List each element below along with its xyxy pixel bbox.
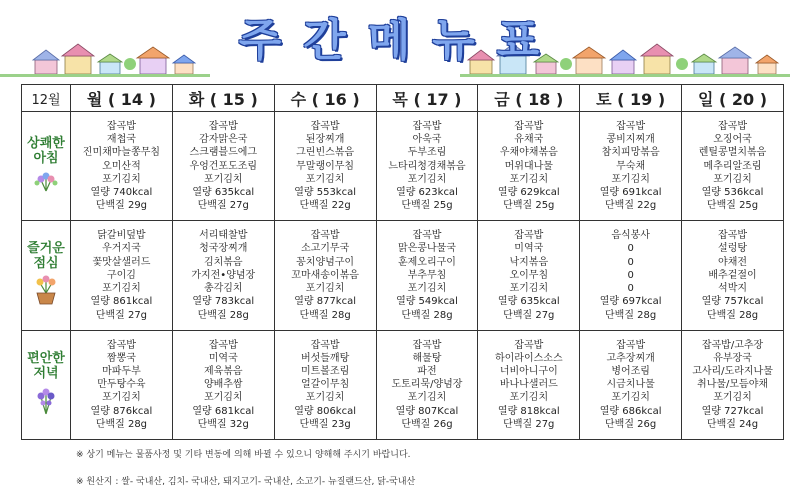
calorie-value: 열량 697kcal xyxy=(599,296,662,308)
calorie-value: 열량 783kcal xyxy=(192,296,255,308)
protein-value: 단백질 28g xyxy=(299,309,351,321)
meal-label-line2: 아침 xyxy=(33,151,59,167)
menu-item: 잡곡밥 xyxy=(310,339,340,351)
protein-value: 단백질 23g xyxy=(299,418,351,430)
meal-label-cell-dinner xyxy=(22,330,71,439)
menu-item: 포기김치 xyxy=(407,173,447,185)
menu-item: 포기김치 xyxy=(203,392,243,404)
menu-item: 포기김치 xyxy=(611,173,650,185)
menu-item: 렌틸콩멸치볶음 xyxy=(698,147,767,159)
menu-item: 무숙채 xyxy=(616,160,646,172)
menu-item: 포기김치 xyxy=(305,392,345,404)
calorie-value: 열량 536kcal xyxy=(701,186,764,198)
calorie-value: 열량 740kcal xyxy=(90,186,153,198)
menu-item: 포기김치 xyxy=(407,392,447,404)
menu-item: 잡곡밥 xyxy=(514,120,544,132)
menu-item: 잡곡밥 xyxy=(412,339,442,351)
note-origin: ※ 원산지 : 쌀- 국내산, 김치- 국내산, 돼지고기- 국내산, 소고기- 뉴질랜드산, 닭-국내산 xyxy=(76,477,416,487)
menu-cell-breakfast-thu xyxy=(376,112,478,221)
menu-item: 포기김치 xyxy=(713,173,752,185)
calorie-value: 열량 691kcal xyxy=(599,186,662,198)
menu-cell-lunch-sun xyxy=(682,221,784,330)
menu-item: 고사리/도라지나물 xyxy=(692,366,773,378)
menu-item: 바나나샐러드 xyxy=(499,379,558,391)
menu-item: 잡곡밥 xyxy=(718,230,748,242)
day-header-sun: 일 ( 20 ) xyxy=(682,85,784,112)
menu-item: 청국장찌개 xyxy=(199,243,248,255)
menu-item: 잡곡밥 xyxy=(310,120,340,132)
menu-item: 잡곡밥 xyxy=(106,120,136,132)
menu-item: 고추장찌개 xyxy=(606,352,655,364)
menu-item: 오징어국 xyxy=(713,134,752,146)
menu-item: 우엉건포도조림 xyxy=(189,160,258,172)
calorie-value: 열량 757kcal xyxy=(701,296,764,308)
protein-value: 단백질 25g xyxy=(706,200,759,212)
menu-item: 포기김치 xyxy=(102,173,141,185)
menu-cell-lunch-thu xyxy=(376,221,478,330)
protein-value: 단백질 28g xyxy=(706,309,759,321)
protein-value: 단백질 27g xyxy=(95,309,148,321)
menu-item: 포기김치 xyxy=(713,392,752,404)
menu-cell-breakfast-sat xyxy=(580,112,682,221)
menu-item: 그린빈스볶음 xyxy=(296,147,355,159)
meal-row-lunch xyxy=(22,221,784,330)
calorie-value: 열량 877kcal xyxy=(294,296,356,308)
header-row xyxy=(22,85,784,112)
menu-item: 잡곡밥 xyxy=(208,120,238,132)
menu-item: 취나물/모듬야채 xyxy=(697,379,769,391)
menu-item: 구이김 xyxy=(106,269,136,281)
menu-item: 미역국 xyxy=(208,352,238,364)
menu-item: 서리태찰밥 xyxy=(199,230,248,242)
protein-value: 단백질 32g xyxy=(197,418,249,430)
menu-item: 가지전•양념장 xyxy=(191,269,256,281)
menu-item: 제육볶음 xyxy=(203,366,243,378)
menu-item: 콩비지찌개 xyxy=(606,134,655,146)
menu-item: 해물탕 xyxy=(412,352,442,364)
menu-item: 잡곡밥 xyxy=(310,230,340,242)
menu-item: 하이라이스소스 xyxy=(494,352,563,364)
menu-item: 0 xyxy=(627,283,634,295)
menu-item: 꼬마새송이볶음 xyxy=(291,269,359,281)
menu-cell-breakfast-wed xyxy=(274,112,376,221)
meal-label-cell-lunch xyxy=(22,221,71,330)
calorie-value: 열량 635kcal xyxy=(192,186,255,198)
protein-value: 단백질 27g xyxy=(503,309,555,321)
calorie-value: 열량 635kcal xyxy=(497,296,560,308)
menu-item: 포기김치 xyxy=(203,173,243,185)
menu-item: 부추무침 xyxy=(407,269,447,281)
calorie-value: 열량 876kcal xyxy=(90,405,153,417)
calorie-value: 열량 549kcal xyxy=(396,296,458,308)
protein-value: 단백질 28g xyxy=(197,309,249,321)
protein-value: 단백질 29g xyxy=(95,200,148,212)
menu-item: 0 xyxy=(627,256,634,268)
day-header-sat: 토 ( 19 ) xyxy=(580,85,682,112)
menu-item: 두부조림 xyxy=(407,147,447,159)
menu-item: 포기김치 xyxy=(102,392,141,404)
protein-value: 단백질 24g xyxy=(706,418,759,430)
menu-item: 잡곡밥 xyxy=(412,120,442,132)
meal-row-breakfast xyxy=(22,112,784,221)
menu-item: 재첩국 xyxy=(106,134,136,146)
meal-label-line1: 편안한 xyxy=(27,350,65,366)
menu-item: 포기김치 xyxy=(611,392,650,404)
menu-item: 머위대나물 xyxy=(504,160,553,172)
meal-label-line1: 상쾌한 xyxy=(27,136,65,152)
page-title: 주간메뉴표 xyxy=(238,15,562,66)
meal-label-cell-breakfast xyxy=(22,112,71,221)
menu-item: 잡곡밥 xyxy=(514,230,544,242)
menu-item: 양배추쌈 xyxy=(203,379,243,391)
menu-item: 우채야채볶음 xyxy=(499,147,558,159)
menu-item: 포기김치 xyxy=(509,283,549,295)
menu-cell-breakfast-mon xyxy=(71,112,173,221)
day-header-fri: 금 ( 18 ) xyxy=(478,85,580,112)
day-header-thu: 목 ( 17 ) xyxy=(376,85,478,112)
protein-value: 단백질 28g xyxy=(95,418,148,430)
protein-value: 단백질 25g xyxy=(401,200,453,212)
calorie-value: 열량 623kcal xyxy=(396,186,458,198)
menu-item: 포기김치 xyxy=(509,392,549,404)
menu-item: 파전 xyxy=(417,366,437,378)
notes xyxy=(76,447,776,487)
menu-item: 미역국 xyxy=(514,243,544,255)
day-header-mon: 월 ( 14 ) xyxy=(71,85,173,112)
calorie-value: 열량 686kcal xyxy=(599,405,662,417)
menu-cell-lunch-fri xyxy=(478,221,580,330)
meal-label-line2: 저녁 xyxy=(33,365,59,381)
purple-flower-icon xyxy=(22,385,70,419)
day-header-tue: 화 ( 15 ) xyxy=(172,85,274,112)
menu-item: 메추리알조림 xyxy=(703,160,762,172)
flower-pot-icon xyxy=(22,275,70,309)
protein-value: 단백질 27g xyxy=(503,418,555,430)
calorie-value: 열량 629kcal xyxy=(497,186,560,198)
weekly-menu-table xyxy=(21,84,784,440)
menu-cell-dinner-wed xyxy=(274,330,376,439)
menu-item: 스크램블드에그 xyxy=(189,147,258,159)
menu-item: 오미산적 xyxy=(102,160,141,172)
menu-item: 잡곡밥 xyxy=(412,230,442,242)
protein-value: 단백질 22g xyxy=(299,200,351,212)
meal-label-line1: 즐거운 xyxy=(27,241,65,257)
menu-item: 잡곡밥 xyxy=(208,339,238,351)
menu-item: 설렁탕 xyxy=(718,243,748,255)
menu-item: 포기김치 xyxy=(305,173,345,185)
calorie-value: 열량 553kcal xyxy=(294,186,356,198)
menu-item: 꽁치양념구이 xyxy=(296,256,355,268)
menu-item: 아욱국 xyxy=(412,134,442,146)
menu-item: 미트볼조림 xyxy=(300,366,350,378)
menu-item: 잡곡밥 xyxy=(106,339,136,351)
menu-item: 도토리묵/양념장 xyxy=(391,379,463,391)
menu-item: 잡곡밥 xyxy=(514,339,544,351)
menu-item: 버섯들깨탕 xyxy=(300,352,350,364)
menu-item: 진미채마늘쫑무침 xyxy=(82,147,161,159)
menu-item: 총각김치 xyxy=(203,283,243,295)
menu-item: 낙지볶음 xyxy=(509,256,549,268)
menu-item: 훈제오리구이 xyxy=(397,256,456,268)
menu-item: 음식봉사 xyxy=(611,230,650,242)
menu-cell-dinner-sat xyxy=(580,330,682,439)
menu-item: 만두탕수육 xyxy=(97,379,146,391)
menu-cell-breakfast-sun xyxy=(682,112,784,221)
day-header-wed: 수 ( 16 ) xyxy=(274,85,376,112)
menu-item: 시금치나물 xyxy=(606,379,655,391)
menu-item: 무말랭이무침 xyxy=(296,160,355,172)
menu-cell-breakfast-tue xyxy=(172,112,274,221)
menu-item: 오이무침 xyxy=(509,269,549,281)
menu-item: 얼갈이무침 xyxy=(300,379,350,391)
protein-value: 단백질 26g xyxy=(401,418,453,430)
protein-value: 단백질 25g xyxy=(503,200,555,212)
menu-item: 된장찌개 xyxy=(305,134,345,146)
flower-bouquet-icon xyxy=(22,170,70,196)
protein-value: 단백질 27g xyxy=(197,200,249,212)
meal-label-line2: 점심 xyxy=(33,256,59,272)
protein-value: 단백질 22g xyxy=(605,200,657,212)
menu-item: 김치볶음 xyxy=(203,256,243,268)
menu-item: 참치피망볶음 xyxy=(601,147,660,159)
menu-item: 감자맑은국 xyxy=(199,134,248,146)
menu-cell-dinner-sun xyxy=(682,330,784,439)
menu-cell-lunch-tue xyxy=(172,221,274,330)
menu-cell-lunch-sat xyxy=(580,221,682,330)
protein-value: 단백질 28g xyxy=(605,309,657,321)
meal-row-dinner xyxy=(22,330,784,439)
menu-item: 병어조림 xyxy=(611,366,650,378)
title-banner xyxy=(0,0,800,80)
menu-item: 0 xyxy=(627,269,634,281)
calorie-value: 열량 861kcal xyxy=(90,296,153,308)
menu-cell-lunch-mon xyxy=(71,221,173,330)
menu-item: 잡곡밥/고추장 xyxy=(701,339,764,351)
calorie-value: 열량 727kcal xyxy=(701,405,764,417)
calorie-value: 열량 818kcal xyxy=(497,405,560,417)
menu-item: 잡곡밥 xyxy=(616,120,646,132)
menu-item: 맑은콩나물국 xyxy=(397,243,456,255)
menu-item: 잡곡밥 xyxy=(718,120,748,132)
menu-cell-dinner-thu xyxy=(376,330,478,439)
menu-item: 잡곡밥 xyxy=(616,339,646,351)
menu-item: 석박지 xyxy=(718,283,748,295)
menu-cell-breakfast-fri xyxy=(478,112,580,221)
menu-item: 0 xyxy=(627,243,634,255)
menu-item: 유채국 xyxy=(514,134,544,146)
menu-item: 포기김치 xyxy=(102,283,141,295)
menu-item: 우거지국 xyxy=(102,243,141,255)
menu-item: 포기김치 xyxy=(305,283,345,295)
note-disclaimer: ※ 상기 메뉴는 물품사정 및 기타 변동에 의해 바뀔 수 있으니 양해해 주시기 바랍니다. xyxy=(76,450,411,460)
menu-item: 닭갈비덮밥 xyxy=(97,230,146,242)
calorie-value: 열량 807Kcal xyxy=(395,405,459,417)
calorie-value: 열량 806kcal xyxy=(294,405,356,417)
menu-item: 배추겉절이 xyxy=(708,269,757,281)
month-label: 12월 xyxy=(22,85,71,112)
menu-cell-dinner-mon xyxy=(71,330,173,439)
calorie-value: 열량 681kcal xyxy=(192,405,255,417)
menu-cell-dinner-tue xyxy=(172,330,274,439)
menu-item: 마파두부 xyxy=(102,366,141,378)
menu-cell-lunch-wed xyxy=(274,221,376,330)
menu-item: 포기김치 xyxy=(407,283,447,295)
protein-value: 단백질 26g xyxy=(605,418,657,430)
menu-item: 소고기무국 xyxy=(300,243,350,255)
menu-item: 너비아니구이 xyxy=(499,366,558,378)
menu-item: 포기김치 xyxy=(509,173,549,185)
menu-item: 느타리청경채볶음 xyxy=(388,160,466,172)
menu-item: 짬뽕국 xyxy=(106,352,136,364)
menu-cell-dinner-fri xyxy=(478,330,580,439)
menu-item: 꽃맛살샐러드 xyxy=(92,256,151,268)
menu-item: 야채전 xyxy=(718,256,748,268)
menu-item: 유부장국 xyxy=(713,352,752,364)
protein-value: 단백질 28g xyxy=(401,309,453,321)
